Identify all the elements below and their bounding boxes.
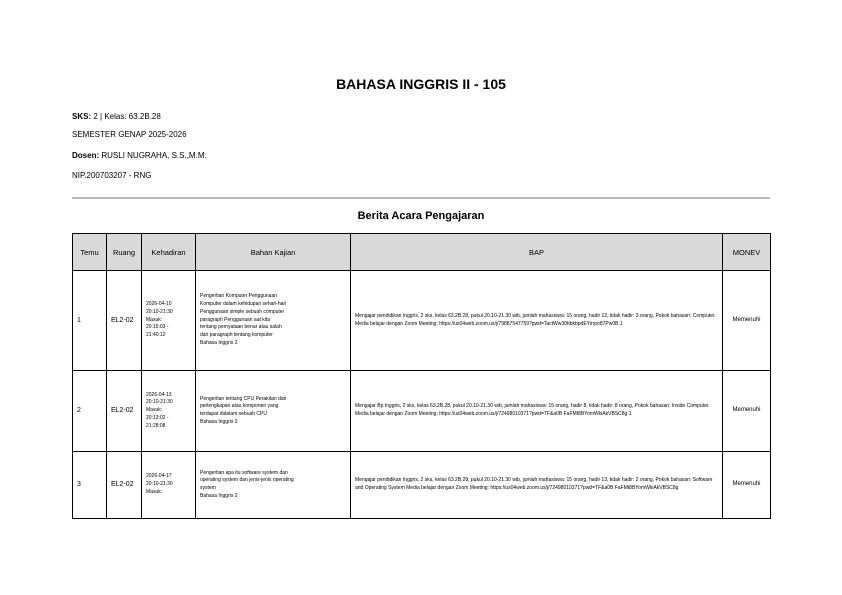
page-title: BAHASA INGGRIS II - 105 [336, 76, 506, 92]
lecturer-label: Dosen: [72, 151, 100, 160]
header-kehadiran: Kehadiran [142, 234, 196, 271]
material-line: operating system dan jenis-jenis operating [200, 477, 294, 484]
cell-temu: 3 [73, 452, 107, 519]
header-temu: Temu [73, 234, 107, 271]
lecturer-line [72, 151, 207, 160]
material-line: Bahasa Inggris 2 [200, 339, 238, 346]
cell-kehadiran [142, 371, 196, 452]
cell-temu: 2 [73, 371, 107, 452]
material-line: perlengkapan atau komponen yang [200, 403, 279, 410]
cell-bahan-kajian [196, 452, 351, 519]
header-bap: BAP [351, 234, 723, 271]
cell-monev: Memenuhi [723, 271, 771, 371]
cell-bahan-kajian [196, 371, 351, 452]
attendance-line: 20:10-21:30 [146, 481, 173, 488]
material-line: Pengertian apa itu software system dan [200, 469, 288, 476]
lecturer-name: RUSLI NUGRAHA, S.S.,M.M. [101, 151, 207, 160]
table-header-row [73, 234, 771, 271]
cell-monev: Memenuhi [723, 452, 771, 519]
attendance-line: 2026-04-17 [146, 473, 172, 480]
header-ruang: Ruang [107, 234, 142, 271]
table-row [73, 371, 771, 452]
divider [72, 197, 770, 199]
attendance-line: 20:10-21:30 [146, 308, 173, 315]
cell-bap: Mengajar pendidikan Inggris, 2 sks, kelas 63.2B.28, pukul 20.10-21.30 wib, jumlah mahasiswa: 15 orang, hadir 13, tidak hadir: 2 orang, Pokok bahasan: Software and Operating System Media belajar dengan Zoom Meeting: https://us04web.zoom.us/j/72498010371?pwd=TF&a0B FaFMt8BYomWkiAkVBSC8g [351, 452, 723, 519]
material-line: dari paragraph tentang komputer [200, 332, 273, 339]
header-monev: MONEV [723, 234, 771, 271]
cell-bahan-kajian [196, 271, 351, 371]
cell-bap: Mengajar pendidikan Inggris, 2 sks, kelas 63.2B.28, pukul 20.10-21.30 wib, jumlah mahasiswa: 15 orang, hadir 12, tidak hadir: 3 orang, Pokok bahasan: Computer. Media belajar dengan Zoom Meeting: https://us04web.zoom.us/j/79887547759?pwd=TactWw30ttbkbpdEYirrpo87Pw0B.1 [351, 271, 723, 371]
header-bahan-kajian: Bahan Kajian [196, 234, 351, 271]
material-line: Pengertian tentang CPU Perakitan dan [200, 395, 287, 402]
cell-monev: Memenuhi [723, 371, 771, 452]
teaching-report-table [72, 233, 771, 519]
material-line: Penggunaan simple sebuah computer [200, 308, 285, 315]
table-row [73, 271, 771, 371]
attendance-line: Masuk: [146, 407, 163, 414]
attendance-line: 2026-04-13 [146, 391, 172, 398]
material-line: paragraph Penggunaan aat kita [200, 316, 271, 323]
sks-value: 2 | Kelas: 63.2B.28 [93, 112, 161, 121]
semester-line: SEMESTER GENAP 2025-2026 [72, 130, 187, 139]
material-line: Bahasa Inggris 2 [200, 492, 238, 499]
cell-ruang: EL2-02 [107, 371, 142, 452]
nip-line: NIP.200703207 - RNG [72, 171, 152, 180]
attendance-line: 21:40:12 [146, 332, 166, 339]
material-line: terdapat didalam sebuah CPU [200, 411, 267, 417]
cell-ruang: EL2-02 [107, 271, 142, 371]
material-line: Bahasa Inggris 2 [200, 418, 238, 425]
attendance-line: 20:15:03 - [146, 324, 169, 331]
material-line: Pengertian Komputer Penggunaan [200, 293, 278, 300]
attendance-line: 20:13:02 - [146, 414, 169, 421]
cell-temu: 1 [73, 271, 107, 371]
sks-label: SKS: [72, 112, 92, 121]
attendance-line: Masuk: [146, 488, 163, 495]
table-row [73, 452, 771, 519]
attendance-line: 2026-04-10 [146, 301, 172, 308]
section-title: Berita Acara Pengajaran [357, 210, 485, 222]
cell-kehadiran [142, 271, 196, 371]
material-line: tentang pernyataan benar atau salah [200, 324, 282, 331]
material-line: system [200, 485, 216, 491]
attendance-line: 20:10-21:30 [146, 399, 173, 406]
cell-kehadiran [142, 452, 196, 519]
sks-class-line [72, 112, 161, 121]
cell-bap: Mengajar Bp Inggris, 2 sks, kelas 63.2B.28, pukul 20.10-21.30 wib, jumlah mahasiswa: 15 orang, hadir 8, tidak hadir: 8 orang, Pokok bahasan: Inside Computer. Media belajar dengan Zoom Meeting: https://us04web.zoom.us/j/72498010371?pwd=TF&a0B FaFMt8BYomWkiAkVBSC8g.1 [351, 371, 723, 452]
cell-ruang: EL2-02 [107, 452, 142, 519]
material-line: Komputer dalam kehidupan sehari-hari [200, 301, 287, 308]
attendance-line: Masuk: [146, 316, 163, 323]
attendance-line: 21:28:08 [146, 422, 166, 429]
